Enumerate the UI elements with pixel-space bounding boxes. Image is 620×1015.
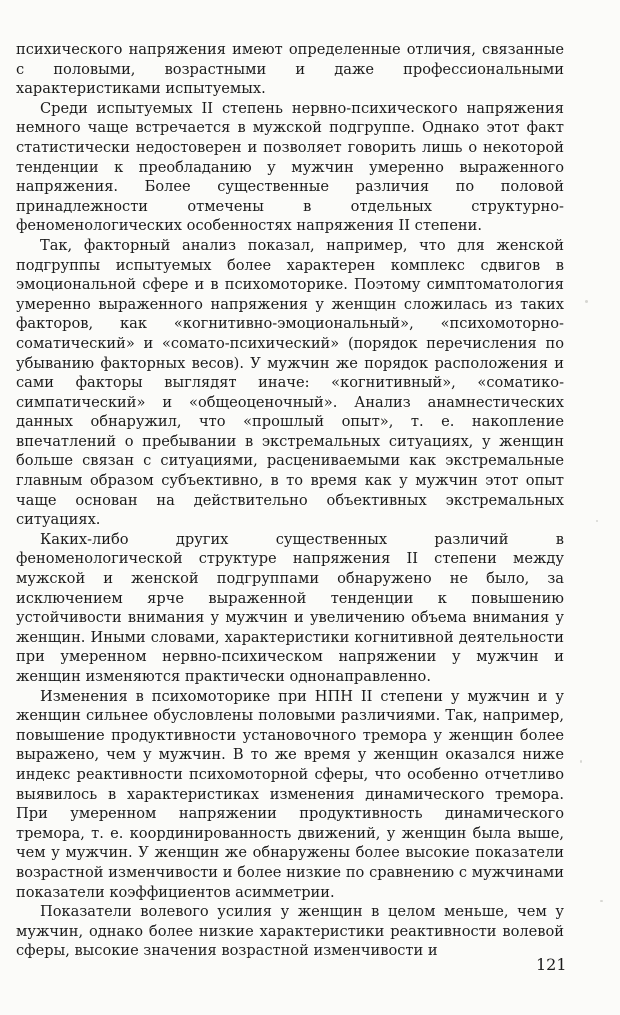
page-number: 121 (536, 955, 567, 974)
paragraph: Показатели волевого усилия у женщин в целом меньше, чем у мужчин, однако более низкие характеристики реактивности волевой сферы, высокие значения возрастной изменчивости и (16, 903, 564, 960)
paper-speck (596, 520, 598, 522)
paragraph: Каких-либо других существенных различий в феноменологической структуре напряжения II степени между мужской и женской подгруппами обнаружено не было, за исключением ярче выраженной тенденции к повышению устойчивости внимания у мужчин и увеличению объема внимания у женщин. Иными словами, характеристики когнитивной деятельности при умеренном нервно-психическом напряжении у мужчин и женщин изменяются практически однонаправленно. (16, 530, 564, 685)
paper-speck (585, 300, 588, 303)
paragraph: психического напряжения имеют определенные отличия, связанные с половыми, возрастными и даже профессиональными характеристиками испытуемых. (16, 41, 564, 98)
paragraph: Так, факторный анализ показал, например, что для женской подгруппы испытуемых более характерен комплекс сдвигов в эмоциональной сфере и в психомоторике. Поэтому симптоматология умеренно выраженного напряжения у женщин сложилась из таких факторов, как «когнитивно-эмоциональный», «психомоторно-соматический» и «сомато-психический» (порядок перечисления по убыванию факторных весов). У мужчин же порядок расположения и сами факторы выглядят иначе: «когнитивный», «соматико-симпатический» и «общеоценочный». Анализ анамнестических данных обнаружил, что «прошлый опыт», т. е. накопление впечатлений о пребывании в экстремальных ситуациях, у женщин больше связан с ситуациями, расцениваемыми как экстремальные главным образом субъективно, в то время как у мужчин этот опыт чаще основан на действительно объективных экстремальных ситуациях. (16, 236, 564, 529)
paragraph: Изменения в психомоторике при НПН II степени у мужчин и у женщин сильнее обусловлены половыми различиями. Так, например, повышение продуктивности установочного тремора у женщин более выражено, чем у мужчин. В то же время у женщин оказался ниже индекс реактивности психомоторной сферы, что особенно отчетливо выявилось в характеристиках изменения динамического тремора. При умеренном напряжении продуктивность динамического тремора, т. е. координированность движений, у женщин была выше, чем у мужчин. У женщин же обнаружены более высокие показатели возрастной изменчивости и более низкие по сравнению с мужчинами показатели коэффициентов асимметрии. (16, 687, 564, 901)
paper-speck (580, 760, 582, 763)
paper-speck (600, 900, 603, 902)
paragraph: Среди испытуемых II степень нервно-психического напряжения немного чаще встречается в мужской подгруппе. Однако этот факт статистически недостоверен и позволяет говорить лишь о некоторой тенденции к преобладанию у мужчин умеренно выраженного напряжения. Более существенные различия по половой принадлежности отмечены в отдельных структурно-феноменологических особенностях напряжения II степени. (16, 99, 564, 235)
body-text (16, 40, 564, 961)
